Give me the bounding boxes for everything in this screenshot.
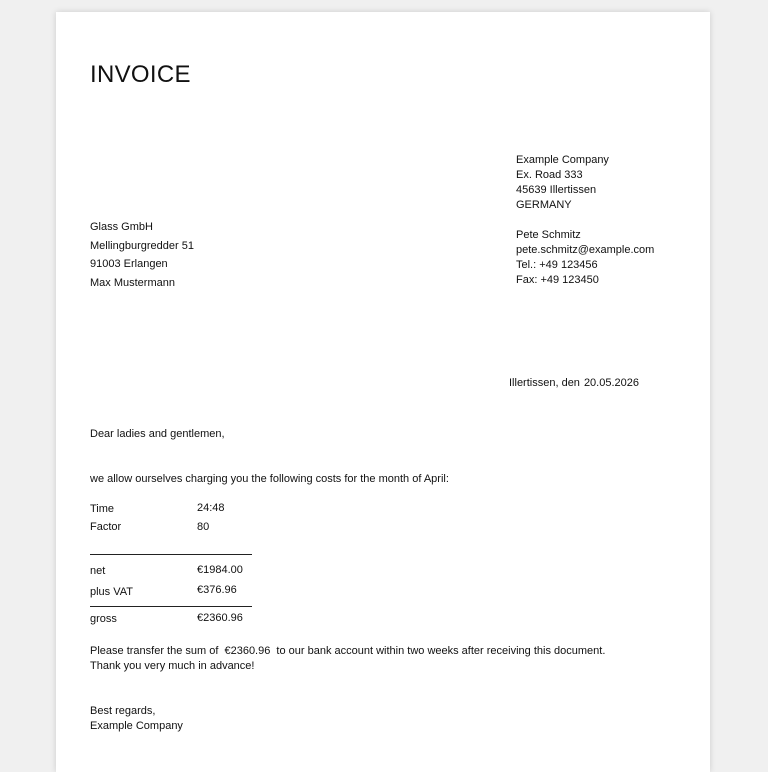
recipient-street: Mellingburgredder 51 [90,239,194,252]
sender-fax: Fax: +49 123450 [516,274,599,286]
salutation: Dear ladies and gentlemen, [90,428,225,440]
transfer-suffix: to our bank account within two weeks after receiving this document. [276,645,606,657]
sender-phone: Tel.: +49 123456 [516,259,598,271]
closing-company: Example Company [90,720,183,732]
place-and-date [509,377,639,389]
sender-street: Ex. Road 333 [516,169,583,181]
net-label: net [90,565,106,577]
recipient-address-block [90,218,194,292]
closing-greeting: Best regards, [90,705,156,717]
recipient-city: 91003 Erlangen [90,258,168,270]
total-divider [90,606,252,607]
payment-instructions [90,644,605,674]
line-item-label: Time [90,503,115,515]
line-item-value: 24:48 [197,502,225,514]
transfer-amount: €2360.96 [224,645,271,657]
recipient-company: Glass GmbH [90,221,153,233]
invoice-page [56,12,710,772]
gross-label: gross [90,613,117,625]
sender-contact-name: Pete Schmitz [516,229,581,241]
vat-label: plus VAT [90,586,133,598]
invoice-title: INVOICE [90,61,191,88]
net-value: €1984.00 [197,564,243,576]
sender-address-block [516,153,654,288]
transfer-prefix: Please transfer the sum of [90,645,219,657]
sender-email: pete.schmitz@example.com [516,244,655,256]
sender-country: GERMANY [516,199,572,211]
recipient-person: Max Mustermann [90,276,175,289]
sender-city: 45639 Illertissen [516,184,597,196]
line-item-value: 80 [197,521,210,533]
place-prefix: Illertissen, den [509,377,580,389]
invoice-date: 20.05.2026 [583,377,639,389]
intro-text: we allow ourselves charging you the following costs for the month of April: [90,473,449,485]
vat-value: €376.96 [197,584,237,596]
subtotal-divider [90,554,252,555]
closing-block [90,704,183,734]
gross-value: €2360.96 [197,612,243,624]
thanks-line: Thank you very much in advance! [90,660,255,672]
line-item-label: Factor [90,521,122,533]
sender-company: Example Company [516,154,609,166]
